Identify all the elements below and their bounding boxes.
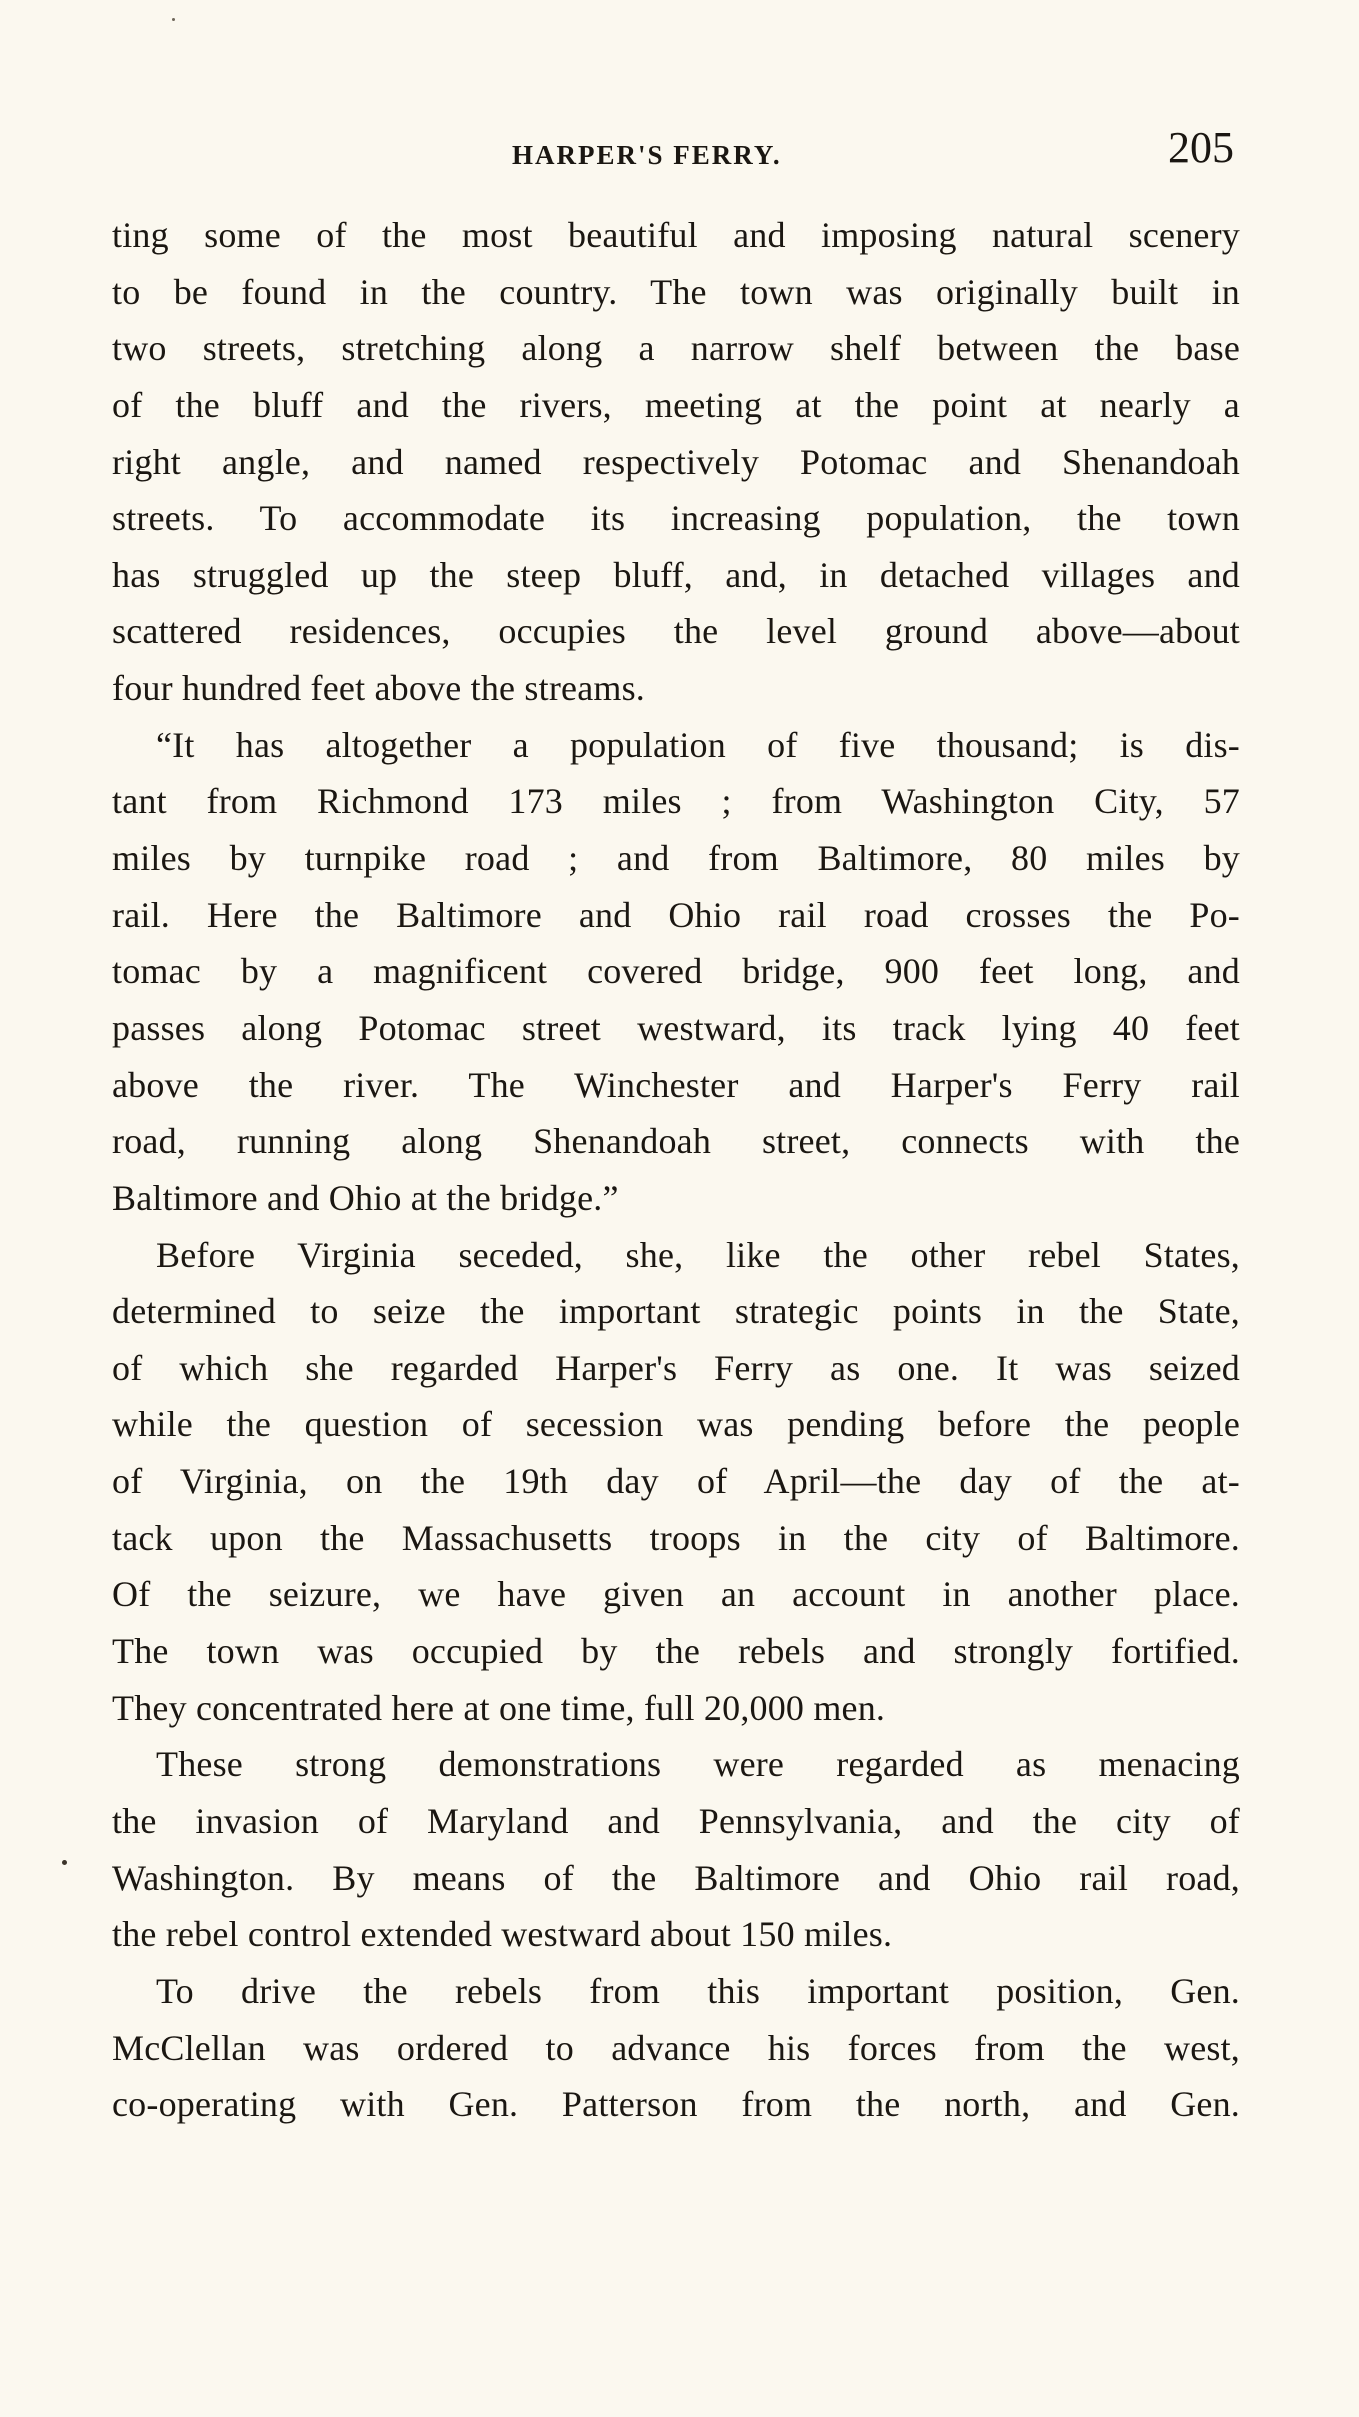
text-line: Washington. By means of the Baltimore and Ohio rail road,	[112, 1857, 1240, 1898]
text-line: miles by turnpike road ; and from Baltimore, 80 miles by	[112, 838, 1240, 879]
text-line: Before Virginia seceded, she, like the other rebel States,	[156, 1234, 1240, 1275]
text-line: the rebel control extended westward about 150 miles.	[112, 1914, 893, 1955]
text-line: Baltimore and Ohio at the bridge.”	[112, 1177, 619, 1218]
text-line: Of the seizure, we have given an account in another place.	[112, 1574, 1240, 1615]
text-line: streets. To accommodate its increasing population, the town	[112, 498, 1240, 539]
text-line: of Virginia, on the 19th day of April—the day of the at-	[112, 1461, 1240, 1502]
text-line: scattered residences, occupies the level ground above—about	[112, 611, 1240, 652]
text-line: passes along Potomac street westward, its track lying 40 feet	[112, 1007, 1240, 1048]
text-line: tack upon the Massachusetts troops in the city of Baltimore.	[112, 1517, 1240, 1558]
text-line: McClellan was ordered to advance his forces from the west,	[112, 2027, 1240, 2068]
running-title: HARPER'S FERRY.	[512, 140, 782, 170]
text-line: These strong demonstrations were regarded as menacing	[156, 1744, 1240, 1785]
text-line: four hundred feet above the streams.	[112, 668, 645, 709]
text-line: tomac by a magnificent covered bridge, 900 feet long, and	[112, 951, 1240, 992]
text-line: To drive the rebels from this important position, Gen.	[156, 1970, 1240, 2011]
text-line: ting some of the most beautiful and imposing natural scenery	[112, 215, 1240, 255]
text-line: of the bluff and the rivers, meeting at the point at nearly a	[112, 384, 1240, 425]
page-number: 205	[1168, 123, 1234, 172]
stray-ink-mark	[172, 18, 175, 21]
text-line: to be found in the country. The town was originally built in	[112, 271, 1240, 312]
running-header	[112, 122, 1240, 182]
text-line: The town was occupied by the rebels and strongly fortified.	[112, 1631, 1240, 1672]
text-line: the invasion of Maryland and Pennsylvania, and the city of	[112, 1800, 1240, 1841]
text-line: rail. Here the Baltimore and Ohio rail road crosses the Po-	[112, 894, 1240, 935]
text-line: determined to seize the important strategic points in the State,	[112, 1291, 1240, 1332]
text-line: They concentrated here at one time, full 20,000 men.	[112, 1687, 886, 1728]
text-line: tant from Richmond 173 miles ; from Washington City, 57	[112, 781, 1240, 822]
text-line: right angle, and named respectively Potomac and Shenandoah	[112, 441, 1240, 482]
body-text	[112, 207, 1240, 2133]
text-line: has struggled up the steep bluff, and, in detached villages and	[112, 554, 1240, 595]
margin-ink-dot	[62, 1860, 67, 1865]
text-line: two streets, stretching along a narrow shelf between the base	[112, 328, 1240, 369]
text-line: while the question of secession was pending before the people	[112, 1404, 1240, 1445]
text-line: “It has altogether a population of five thousand; is dis-	[156, 724, 1240, 765]
text-line: road, running along Shenandoah street, connects with the	[112, 1121, 1240, 1162]
text-line: above the river. The Winchester and Harper's Ferry rail	[112, 1064, 1240, 1105]
text-line: co-operating with Gen. Patterson from the north, and Gen.	[112, 2084, 1240, 2125]
text-line: of which she regarded Harper's Ferry as one. It was seized	[112, 1347, 1240, 1388]
